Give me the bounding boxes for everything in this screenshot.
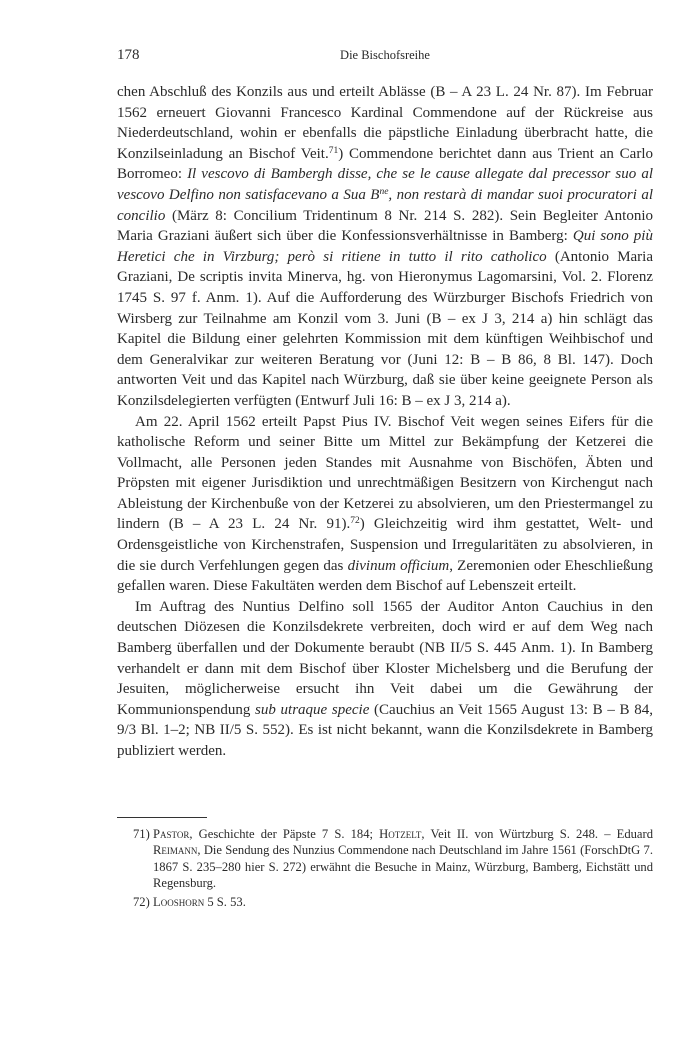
- italic-quote: Il vescovo di Bambergh disse, che se le cause allegate dal precessor suo al vescovo Delfino non satisfacevano a Sua B: [117, 166, 653, 203]
- text-run: ) Gleichzeitig wird ihm gestattet, Welt- und Ordensgeistliche von Kirchenstrafen, Suspension und Irregularitäten zu absolvieren, in die sie durch Verfehlungen gegen das: [117, 516, 654, 574]
- footnote-72: [117, 894, 653, 910]
- text-run: , Geschichte der Päpste 7 S. 184;: [189, 827, 380, 841]
- text-run: , Die Sendung des Nunzius Commendone nach Deutschland im Jahre 1561 (ForschDtG 7. 1867 S. 235–280 hier S. 272) erwähnt die Besuche in Mainz, Würzburg, Bamberg, Eichstätt und Regensburg.: [153, 843, 653, 891]
- text-run: (März 8: Concilium Tridentinum 8 Nr. 214 S. 282). Sein Begleiter Antonio Maria Graziani äußert sich über die Konfessionsverhältnisse in Bamberg:: [117, 207, 653, 245]
- text-run: , Zeremonien oder Eheschließung gefallen waren. Diese Fakultäten werden dem Bischof auf Lebenszeit erteilt.: [117, 557, 653, 595]
- italic-quote: Qui sono più Heretici che in Virzburg; però si ritiene in tutto il rito catholico: [117, 228, 653, 265]
- running-title: Die Bischofsreihe: [340, 48, 430, 62]
- footnote-ref-71[interactable]: 71: [328, 145, 339, 156]
- italic-term: sub utraque specie: [255, 701, 370, 718]
- footnote-mark: 72): [133, 894, 150, 909]
- text-run: 5 S. 53.: [204, 894, 246, 909]
- paragraph-1: [117, 82, 653, 412]
- author-name: Looshorn: [153, 894, 205, 909]
- footnotes: [117, 826, 653, 912]
- paragraph-3: [117, 597, 653, 762]
- text-run: (Cauchius an Veit 1565 August 13: B – B 84, 9/3 Bl. 1–2; NB II/5 S. 552). Es ist nicht bekannt, wann die Konzilsdekrete in Bamberg publiziert werden.: [117, 701, 653, 759]
- author-name: Pastor: [153, 827, 190, 841]
- superscript-text: ne: [379, 186, 389, 197]
- author-name: Hotzelt: [379, 827, 422, 841]
- footnote-separator: [117, 817, 207, 818]
- page-header: [117, 47, 653, 67]
- text-run: chen Abschluß des Konzils aus und erteilt Ablässe (B – A 23 L. 24 Nr. 87). Im Februar 1562 erneuert Giovanni Francesco Kardinal Commendone auf der Rückreise aus Niederdeutschland, wohin er ebenfalls die päpstliche Einladung überbracht hatte, die Konzilseinladung an Bischof Veit.: [117, 84, 653, 162]
- text-run: ) Commendone berichtet dann aus Trient an Carlo Borromeo:: [117, 145, 654, 183]
- footnote-mark: 71): [133, 827, 150, 841]
- page-number: 178: [117, 47, 140, 63]
- italic-term: divinum officium: [347, 557, 450, 574]
- text-run: , Veit II. von Würtzburg S. 248. – Eduard: [421, 827, 653, 841]
- paragraph-2: [117, 412, 653, 597]
- text-run: Im Auftrag des Nuntius Delfino soll 1565 der Auditor Anton Cauchius in den deutschen Diözesen die Konzilsdekrete verbreiten, doch wird er auf dem Weg nach Bamberg überfallen und der Dokumente beraubt (NB II/5 S. 445 Anm. 1). In Bamberg verhandelt er dann mit dem Bischof über Kloster Michelsberg und die Berufung der Jesuiten, möglicherweise ersucht ihn Veit dabei um die Gewährung der Kommunionspendung: [117, 598, 653, 718]
- text-run: (Antonio Maria Graziani, De scriptis invita Minerva, hg. von Hieronymus Lagomarsini, Vol. 2. Florenz 1745 S. 97 f. Anm. 1). Auf die Aufforderung des Würzburger Bischofs Friedrich von Wirsberg zur Teilnahme am Konzil vom 3. Juni (B – ex J 3, 214 a) hin schlägt das Kapitel die Bildung einer gelehrten Kommission mit dem künftigen Weihbischof und dem Generalvikar zur weiteren Beratung vor (Juni 12: B – B 86, 8 Bl. 147). Doch antworten Veit und das Kapitel nach Würzburg, daß sie über keine geeignete Person als Konzilsdelegierten verfügten (Entwurf Juli 16: B – ex J 3, 214 a).: [117, 248, 654, 409]
- author-name: Reimann: [153, 843, 198, 858]
- footnote-ref-72[interactable]: 72: [350, 516, 360, 527]
- text-run: Am 22. April 1562 erteilt Papst Pius IV. Bischof Veit wegen seines Eifers für die katholische Reform und seiner Bitte um Mittel zur Bekämpfung der Ketzerei die Vollmacht, alle Personen jeden Standes mit Ausnahme von Bischöfen, Äbten und Pröpsten mit eigener Jurisdiktion und unrechtmäßigen Besitzern von Kirchengut nach Ableistung der Kirchenbuße von der Ketzerei zu absolvieren, um den Priestermangel zu lindern (B – A 23 L. 24 Nr. 91).: [117, 413, 653, 533]
- italic-quote: , non restarà di mandar suoi procuratori al concilio: [117, 186, 653, 224]
- footnote-71: [117, 826, 653, 892]
- body-text: [117, 82, 653, 762]
